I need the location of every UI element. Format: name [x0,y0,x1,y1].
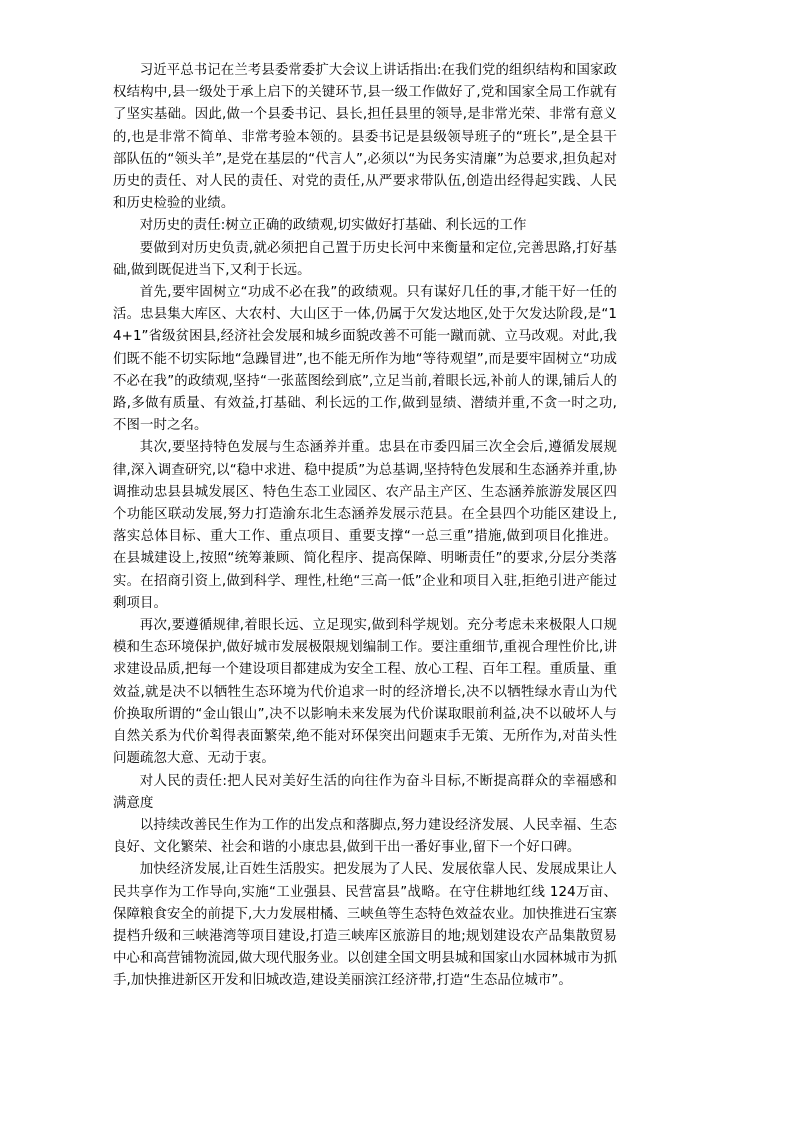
body-paragraph: 首先,要牢固树立“功成不必在我”的政绩观。只有谋好几任的事,才能干好一任的活。忠县集大库区、大农村、大山区于一体,仍属于欠发达地区,处于欠发达阶段,是“14+1”省级贫困县,经济社会发展和城乡面貌改善不可能一蹴而就、立马改观。对此,我们既不能不切实际地“急躁冒进”,也不能无所作为地“等待观望”,而是要牢固树立“功成不必在我”的政绩观,坚持“一张蓝图绘到底”,立足当前,着眼长远,补前人的课,铺后人的路,多做有质量、有效益,打基础、利长远的工作,做到显绩、潜绩并重,不贪一时之功,不图一时之名。 [113,285,617,434]
body-paragraph: 再次,要遵循规律,着眼长远、立足现实,做到科学规划。充分考虑未来极限人口规模和生态环境保护,做好城市发展极限规划编制工作。要注重细节,重视合理性价比,讲求建设品质,把每一个建设项目都建成为安全工程、放心工程、百年工程。重质量、重效益,就是决不以牺牲生态环境为代价追求一时的经济增长,决不以牺牲绿水青山为代价换取所谓的“金山银山”,决不以影响未来发展为代价谋取眼前利益,决不以破坏人与自然关系为代价획得表面繁荣,绝不能对环保突出问题束手无策、无所作为,对苗头性问题疏忽大意、无动于衷。 [113,618,617,767]
body-paragraph: 以持续改善民生作为工作的出发点和落脚点,努力建设经济发展、人民幸福、生态良好、文化繁荣、社会和谐的小康忠县,做到干出一番好事业,留下一个好口碑。 [113,817,617,856]
document-body [113,60,617,993]
section-heading-people: 对人民的责任:把人民对美好生活的向往作为奋斗目标,不断提高群众的幸福感和满意度 [113,773,617,811]
body-paragraph: 要做到对历史负责,就必须把自己置于历史长河中来衡量和定位,完善思路,打好基础,做到既促进当下,又利于长远。 [113,240,617,278]
section-heading-history: 对历史的责任:树立正确的政绩观,切实做好打基础、利长远的工作 [139,218,527,234]
intro-paragraph: 习近平总书记在兰考县委常委扩大会议上讲话指出:在我们党的组织结构和国家政权结构中,县一级处于承上启下的关键环节,县一级工作做好了,党和国家全局工作就有了坚实基础。因此,做一个县委书记、县长,担任县里的领导,是非常光荣、非常有意义的,也是非常不简单、非常考验本领的。县委书记是县级领导班子的“班长”,是全县干部队伍的“领头羊”,是党在基层的“代言人”,必须以“为民务实清廉”为总要求,担负起对历史的责任、对人民的责任、对党的责任,从严要求带队伍,创造出经得起实践、人民和历史检验的业绩。 [113,63,617,212]
body-paragraph: 加快经济发展,让百姓生活殷实。把发展为了人民、发展依靠人民、发展成果让人民共享作为工作导向,实施“工业强县、民营富县”战略。在守住耕地红线 124万亩、保障粮食安全的前提下,大力发展柑橘、三峡鱼等生态特色效益农业。加快推进石宝寨提档升级和三峡港湾等项目建设,打造三峡库区旅游目的地;规划建设农产品集散贸易中心和高营铺物流园,做大现代服务业。以创建全国文明县城和国家山水园林城市为抓手,加快推进新区开发和旧城改造,建设美丽滨江经济带,打造“生态品位城市”。 [113,862,617,989]
body-paragraph: 其次,要坚持特色发展与生态涵养并重。忠县在市委四届三次全会后,遵循发展规律,深入调查研究,以“稳中求进、稳中提质”为总基调,坚持特色发展和生态涵养并重,协调推动忠县县城发展区、特色生态工业园区、农产品主产区、生态涵养旅游发展区四个功能区联动发展,努力打造渝东北生态涵养发展示范县。在全县四个功能区建设上,落实总体目标、重大工作、重点项目、重要支撑“一总三重”措施,做到项目化推进。在县城建设上,按照“统筹兼顾、简化程序、提高保障、明晰责任”的要求,分层分类落实。在招商引资上,做到科学、理性,杜绝“三高一低”企业和项目入驻,拒绝引进产能过剩项目。 [113,440,617,611]
